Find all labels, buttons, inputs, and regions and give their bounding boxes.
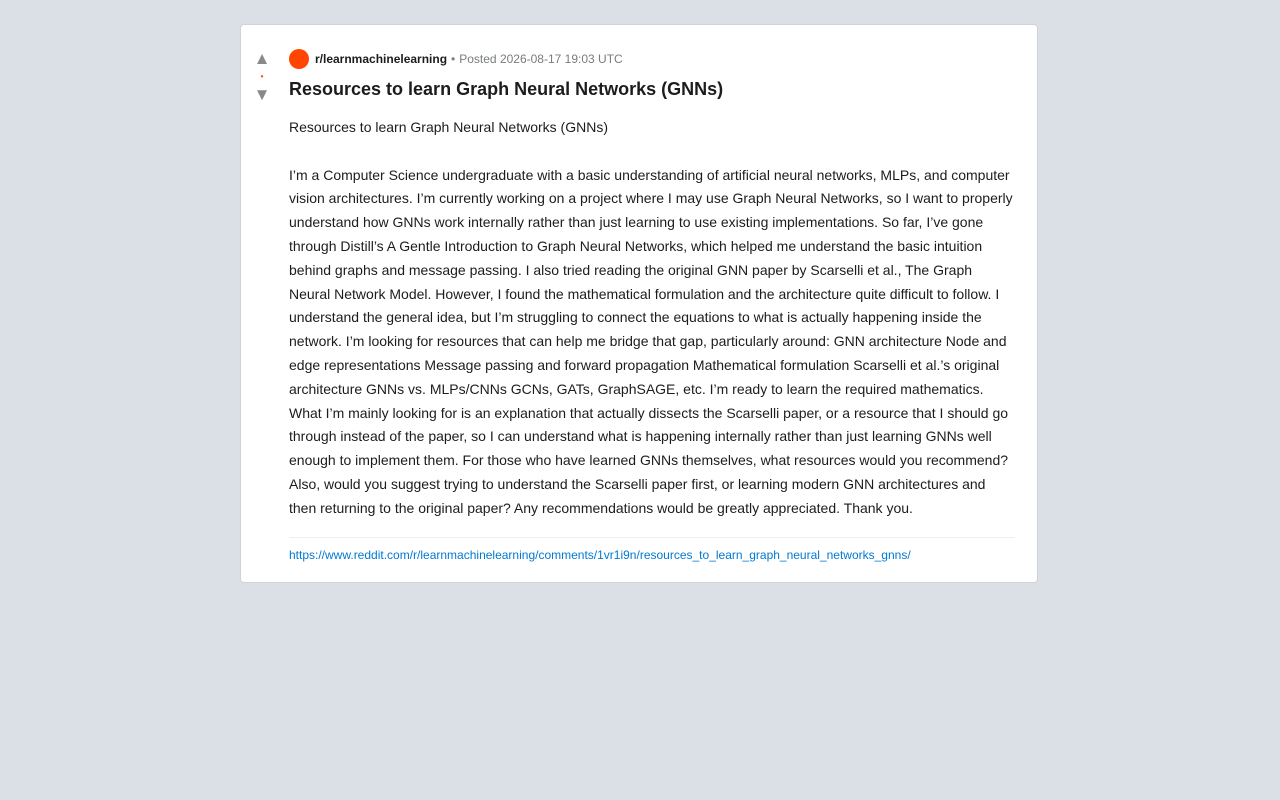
post-content [289, 49, 1015, 563]
post-body [289, 116, 1015, 521]
post-card [240, 24, 1038, 583]
subreddit-link[interactable]: r/learnmachinelearning [315, 52, 448, 66]
downvote-arrow-icon[interactable]: ▼ [253, 85, 271, 104]
post-title[interactable]: Resources to learn Graph Neural Networks (GNNs) [289, 79, 724, 99]
vote-column [241, 49, 283, 105]
subreddit-avatar-icon[interactable] [289, 49, 309, 69]
post-body-text: I’m a Computer Science undergraduate with a basic understanding of artificial neural networks, MLPs, and computer vision architectures. I’m currently working on a project where I may use Graph Neural Networks, so I want to properly understand how GNNs work internally rather than just learning to use existing implementations. So far, I’ve gone through Distill’s A Gentle Introduction to Graph Neural Networks, which helped me understand the basic intuition behind graphs and message passing. I also tried reading the original GNN paper by Scarselli et al., The Graph Neural Network Model. However, I found the mathematical formulation and the architecture quite difficult to follow. I understand the general idea, but I’m struggling to connect the equations to what is actually happening inside the network. I’m looking for resources that can help me bridge that gap, particularly around: GNN architecture Node and edge representations Message passing and forward propagation Mathematical formulation Scarselli et al.’s original architecture GNNs vs. MLPs/CNNs GCNs, GATs, GraphSAGE, etc. I’m ready to learn the required mathematics. What I’m mainly looking for is an explanation that actually dissects the Scarselli paper, or a resource that I should go through instead of the paper, so I can understand what is happening internally rather than just learning GNNs well enough to implement them. For those who have learned GNNs themselves, what resources would you recommend? Also, would you suggest trying to understand the Scarselli paper first, or learning modern GNN architectures and then returning to the original paper? Any recommendations would be greatly appreciated. Thank you. [289, 166, 1013, 516]
permalink-link[interactable]: https://www.reddit.com/r/learnmachinelearning/comments/1vr1i9n/resources_to_learn_graph_neural_networks_gnns/ [289, 547, 911, 562]
vote-score: • [260, 72, 264, 81]
upvote-arrow-icon[interactable]: ▲ [253, 49, 271, 68]
meta-separator: • [451, 52, 456, 66]
post-meta [289, 49, 1015, 69]
post-timestamp: Posted 2026-08-17 19:03 UTC [459, 52, 623, 66]
post-body-first-line: Resources to learn Graph Neural Networks (GNNs) [289, 119, 608, 135]
divider [289, 537, 1015, 538]
